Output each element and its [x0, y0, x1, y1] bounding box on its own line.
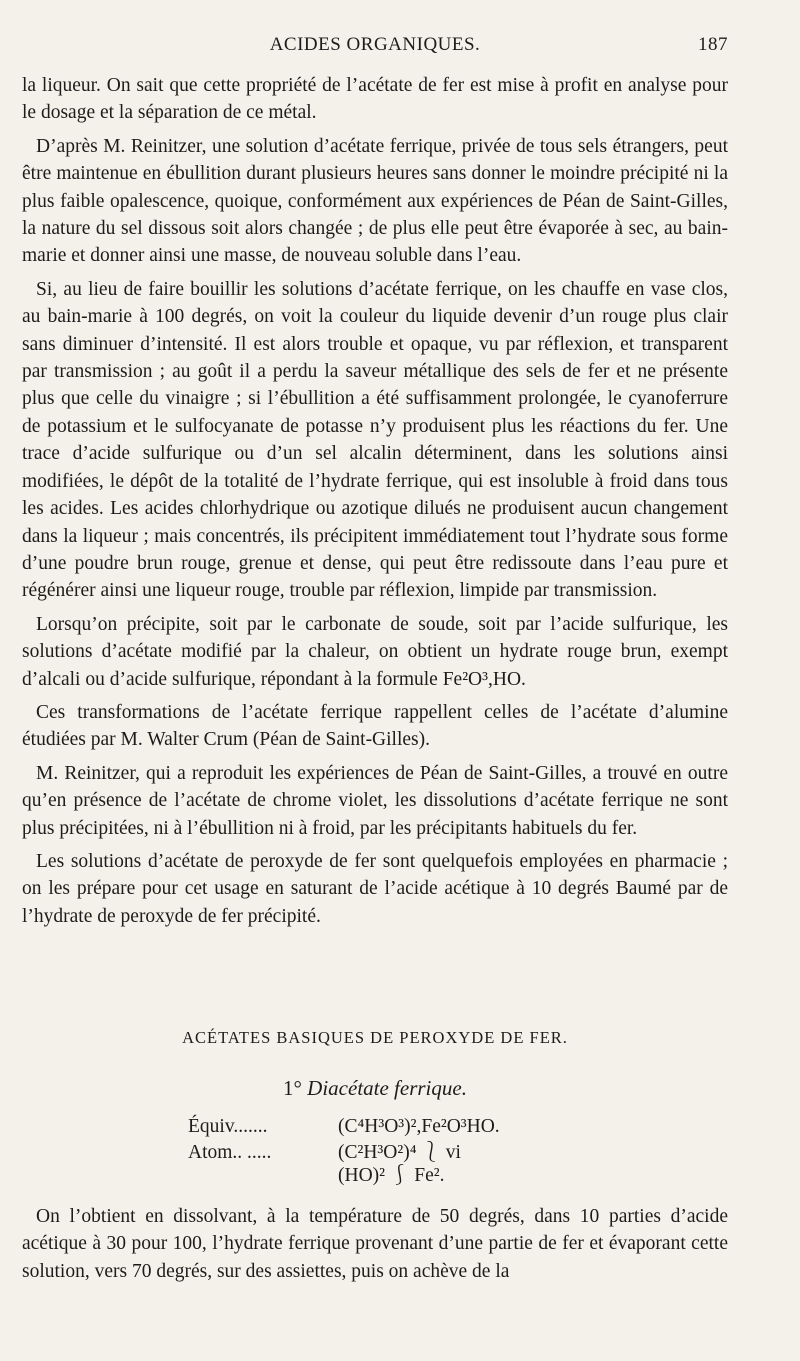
paragraph: Les solutions d’acétate de peroxyde de fer sont quelquefois employées en pharmacie ; on les prépare pour cet usage en saturant de l’acide acétique à 10 degrés Baumé par de l’hydrate de peroxyde de fer précipité. — [22, 850, 728, 927]
subheading — [22, 1076, 728, 1101]
formula-atom-value-line2: (HO)² ⎰ Fe². — [338, 1165, 445, 1186]
formula-atom-label: Atom.. ..... — [188, 1142, 272, 1163]
paragraph: M. Reinitzer, qui a reproduit les expériences de Péan de Saint-Gilles, a trouvé en outre qu’en présence de l’acétate de chrome violet, les dissolutions d’acétate ferrique ne sont plus précipitées, ni à l’ébullition ni à froid, par les précipitants habituels du fer. — [22, 762, 728, 839]
running-title: ACIDES ORGANIQUES. — [269, 34, 481, 55]
subheading-number: 1° — [283, 1076, 302, 1100]
page-header — [22, 34, 728, 60]
formula-atom-value-line1: (C²H³O²)⁴ ⎱ vi — [338, 1142, 461, 1163]
formula-equiv-value: (C⁴H³O³)²,Fe²O³HO. — [338, 1116, 500, 1137]
paragraph: D’après M. Reinitzer, une solution d’acétate ferrique, privée de tous sels étrangers, peut être maintenue en ébullition durant plusieurs heures sans donner le moindre précipité ni la plus faible opalescence, quoique, conformément aux expériences de Péan de Saint-Gilles, la nature du sel dissous soit alors changée ; de plus elle peut être évaporée à sec, au bain-marie et donner ainsi une masse, de nouveau soluble dans l’eau. — [22, 135, 728, 267]
paragraph: Ces transformations de l’acétate ferrique rappellent celles de l’acétate d’alumine étudiées par M. Walter Crum (Péan de Saint-Gilles). — [22, 701, 728, 751]
paragraph: Lorsqu’on précipite, soit par le carbonate de soude, soit par l’acide sulfurique, les solutions d’acétate modifié par la chaleur, on obtient un hydrate rouge brun, exempt d’alcali ou d’acide sulfurique, répondant à la formule Fe²O³,HO. — [22, 613, 728, 690]
page-number: 187 — [698, 34, 728, 55]
formula-atom-continued — [338, 1163, 444, 1189]
section-heading: ACÉTATES BASIQUES DE PEROXYDE DE FER. — [182, 1028, 568, 1047]
subheading-title: Diacétate ferrique. — [307, 1076, 467, 1100]
paragraph: Si, au lieu de faire bouillir les solutions d’acétate ferrique, on les chauffe en vase clos, au bain-marie à 100 degrés, on voit la couleur du liquide devenir d’un rouge plus clair sans diminuer d’intensité. Il est alors trouble et opaque, vu par réflexion, et transparent par transmission ; au goût il a perdu la saveur métallique des sels de fer et ne présente plus que celle du vinaigre ; si l’ébullition a été suffisamment prolongée, le cyanoferrure de potassium et le sulfocyanate de potasse n’y produisent plus les réactions du fer. Une trace d’acide sulfurique ou d’un sel alcalin déterminent, dans les solutions ainsi modifiées, le dépôt de la totalité de l’hydrate ferrique, qui est insoluble à froid dans tous les acides. Les acides chlorhydrique ou azotique dilués ne produisent aucun changement dans la liqueur ; mais concentrés, ils précipitent immédiatement tout l’hydrate sous forme d’une poudre brun rouge, grenue et dense, qui peut être redissoute dans l’eau pure et régénérer ainsi une liqueur rouge, trouble par réflexion, limpide par transmission. — [22, 278, 728, 602]
body-text — [22, 72, 728, 936]
paragraph: On l’obtient en dissolvant, à la température de 50 degrés, dans 10 parties d’acide acétique à 30 pour 100, l’hydrate ferrique provenant d’une partie de fer et évaporant cette solution, vers 70 degrés, sur des assiettes, puis on achève de la — [22, 1206, 728, 1282]
formula-equiv — [188, 1114, 500, 1140]
paragraph: la liqueur. On sait que cette propriété de l’acétate de fer est mise à profit en analyse pour le dosage et la séparation de ce métal. — [22, 75, 728, 124]
final-text — [22, 1203, 728, 1285]
formula-equiv-label: Équiv....... — [188, 1116, 268, 1137]
